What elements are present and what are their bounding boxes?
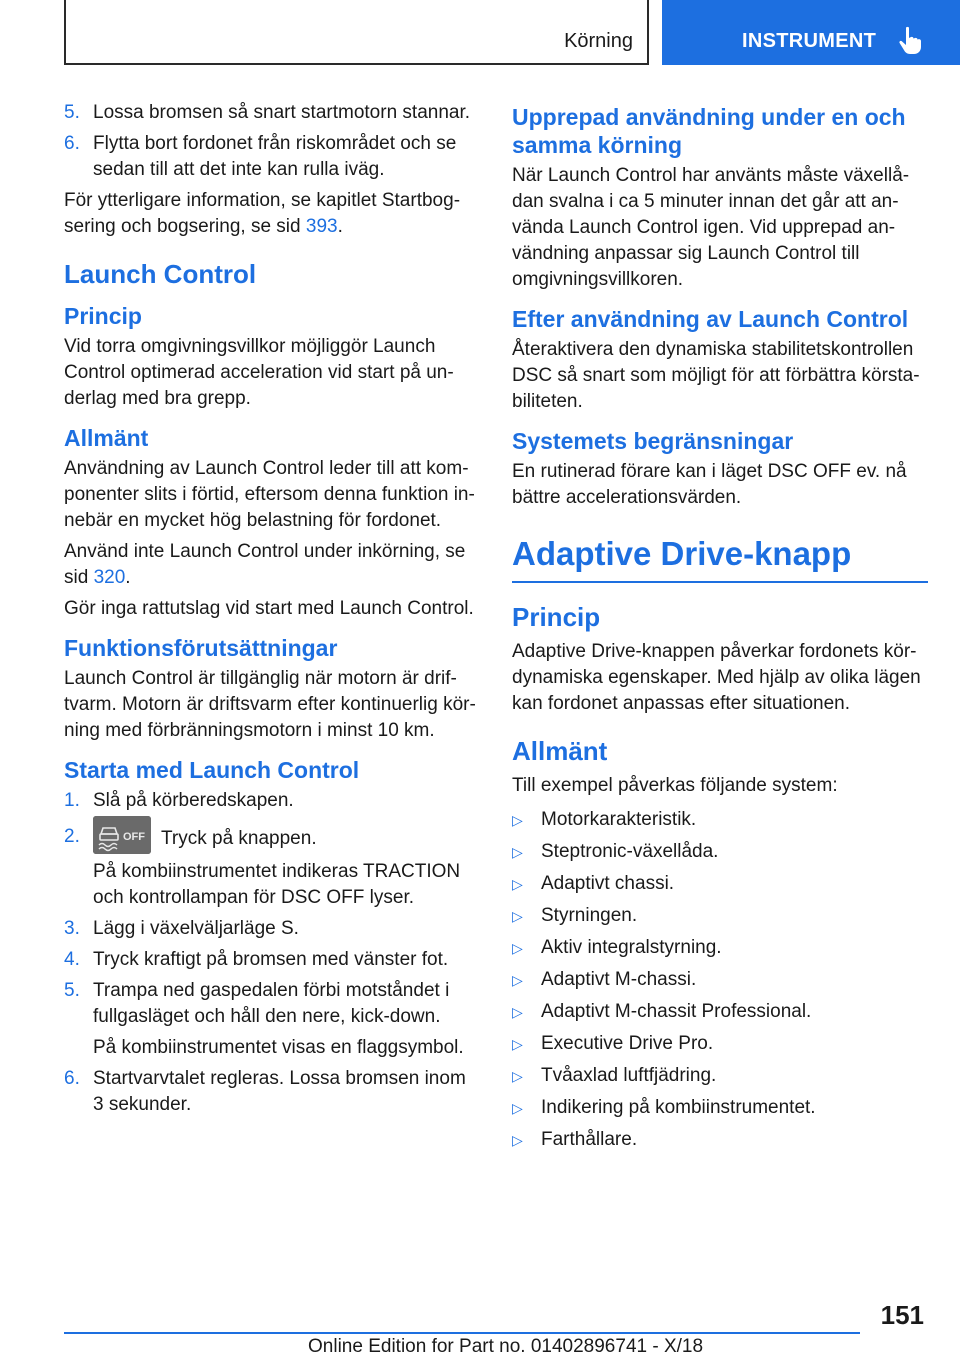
triangle-bullet-icon: ▷ [512, 1036, 523, 1052]
subsection-title-allmant: Allmänt [64, 425, 149, 451]
bullet-text: Steptronic-växellåda. [541, 841, 719, 862]
section-title-adaptive-drive: Adaptive Drive-knapp [512, 533, 928, 583]
list-item [512, 903, 928, 929]
step-text: Tryck kraftigt på bromsen med vänster fot. [93, 949, 449, 970]
list-item [64, 978, 478, 1030]
subsection-title-princip: Princip [64, 303, 142, 329]
section-title-launch-control: Launch Control [64, 259, 257, 289]
list-item [64, 100, 478, 126]
subsection-title-upprepad: Upprepad användning under en och samma körning [512, 104, 906, 158]
bullet-text: Adaptivt M-chassit Professional. [541, 1001, 812, 1022]
princip-text: Vid torra omgivningsvillkor möjliggör Launch Control optimerad acceleration vid start på underlag med bra grepp. [64, 336, 454, 409]
step-text: Tryck på knappen. [161, 828, 317, 850]
list-item [64, 788, 478, 814]
triangle-bullet-icon: ▷ [512, 844, 523, 860]
list-item [64, 1066, 478, 1118]
list-item [512, 807, 928, 833]
step-number: 6. [64, 133, 80, 154]
list-item [512, 1031, 928, 1057]
step-text: Trampa ned gaspedalen förbi motståndet i fullgasläget och håll den nere, kick-down. [93, 980, 450, 1027]
list-item [512, 999, 928, 1025]
inkorning-text: Använd inte Launch Control under inkörning, se sid [64, 541, 466, 588]
step2-sub-text: På kombiinstrumentet indikeras TRACTION och kontrollampan för DSC OFF lyser. [93, 861, 461, 908]
system-bullet-list [512, 807, 928, 1153]
left-column [64, 100, 478, 1123]
header-chapter-tab[interactable] [662, 0, 960, 65]
bullet-text: Adaptivt chassi. [541, 873, 675, 894]
step-number: 2. [64, 826, 80, 847]
header-section-label: Körning [564, 30, 633, 52]
step-number: 6. [64, 1068, 80, 1089]
triangle-bullet-icon: ▷ [512, 940, 523, 956]
button-icon-label: OFF [123, 831, 145, 843]
step-number: 5. [64, 980, 80, 1001]
step-text: Lägg i växelväljarläge S. [93, 918, 299, 939]
more-info-paragraph [64, 188, 478, 240]
triangle-bullet-icon: ▷ [512, 972, 523, 988]
header-chapter-label: INSTRUMENT [742, 30, 877, 52]
list-item [512, 935, 928, 961]
upprepad-text: När Launch Control har använts måste växellådan svalna i ca 5 minuter innan det går att använda Launch Control igen. Vid upprepad användning anpassar sig Launch Control till omgivningsvillkoren. [512, 165, 910, 290]
footer-divider [64, 1332, 860, 1334]
step-number: 4. [64, 949, 80, 970]
bullet-text: Indikering på kombiinstrumentet. [541, 1097, 816, 1118]
triangle-bullet-icon: ▷ [512, 908, 523, 924]
step5-sub-text: På kombiinstrumentet visas en flaggsymbol. [93, 1037, 464, 1058]
bullet-text: Executive Drive Pro. [541, 1033, 714, 1054]
princip-right-text: Adaptive Drive-knappen påverkar fordonets kördynamiska egenskaper. Med hjälp av olika lägen kan fordonet anpassas efter situationen. [512, 641, 921, 714]
pointing-hand-icon [897, 26, 923, 56]
more-info-text: För ytterligare information, se kapitlet Startbogsering och bogsering, se sid [64, 190, 461, 237]
step-text: Lossa bromsen så snart startmotorn stannar. [93, 102, 471, 123]
triangle-bullet-icon: ▷ [512, 812, 523, 828]
list-item [512, 1095, 928, 1121]
allmant-right-text: Till exempel påverkas följande system: [512, 775, 838, 796]
dsc-off-button-icon [93, 816, 151, 854]
page-number: 151 [880, 1300, 924, 1330]
bullet-text: Motorkarakteristik. [541, 809, 697, 830]
list-item [64, 131, 478, 183]
bullet-text: Farthållare. [541, 1129, 638, 1150]
triangle-bullet-icon: ▷ [512, 1132, 523, 1148]
bullet-text: Aktiv integralstyrning. [541, 937, 722, 958]
step-text: Slå på körberedskapen. [93, 790, 294, 811]
header-section-box [64, 0, 649, 65]
step-text: Flytta bort fordonet från riskområdet och se sedan till att det inte kan rulla iväg. [93, 133, 457, 180]
list-item [64, 916, 478, 942]
subsection-title-begransningar: Systemets begränsningar [512, 428, 794, 454]
bullet-text: Tvåaxlad luftfjädring. [541, 1065, 717, 1086]
step-number: 1. [64, 790, 80, 811]
bullet-text: Styrningen. [541, 905, 638, 926]
triangle-bullet-icon: ▷ [512, 1068, 523, 1084]
step-number: 3. [64, 918, 80, 939]
inkorning-end: . [125, 567, 131, 588]
triangle-bullet-icon: ▷ [512, 876, 523, 892]
allmant-text: Användning av Launch Control leder till att komponenter slits i förtid, eftersom denna funktion innebär en mycket hög belastning för fordonet. [64, 458, 475, 531]
begransningar-text: En rutinerad förare kan i läget DSC OFF ev. nå bättre accelerationsvärden. [512, 461, 907, 508]
more-info-end: . [337, 216, 343, 237]
list-item [512, 1127, 928, 1153]
subsection-title-efter: Efter användning av Launch Control [512, 306, 909, 332]
rattutslag-text: Gör inga rattutslag vid start med Launch Control. [64, 598, 474, 619]
list-item [64, 824, 478, 854]
list-item [512, 871, 928, 897]
list-item [512, 839, 928, 865]
step-text: Startvarvtalet regleras. Lossa bromsen inom 3 sekunder. [93, 1068, 466, 1115]
efter-text: Återaktivera den dynamiska stabilitetskontrollen DSC så snart som möjligt för att förbättra körstabiliteten. [512, 339, 920, 412]
subsection-title-forutsattningar: Funktionsförutsättningar [64, 635, 338, 661]
subsection-title-starta: Starta med Launch Control [64, 757, 360, 783]
list-item [512, 967, 928, 993]
triangle-bullet-icon: ▷ [512, 1100, 523, 1116]
footer-edition-text: Online Edition for Part no. 01402896741 - X/18 [308, 1336, 704, 1357]
inkorning-paragraph [64, 539, 478, 591]
page-link-320[interactable]: 320 [93, 567, 126, 588]
subsection-title-allmant-right: Allmänt [512, 736, 608, 766]
right-column [512, 100, 928, 1159]
page-link-393[interactable]: 393 [305, 216, 338, 237]
step-number: 5. [64, 102, 80, 123]
list-item [64, 947, 478, 973]
forutsattningar-text: Launch Control är tillgänglig när motorn är driftvarm. Motorn är driftsvarm efter kontinuerlig körning med förbränningsmotorn i minst 10 km. [64, 668, 476, 741]
bullet-text: Adaptivt M-chassi. [541, 969, 697, 990]
list-item [512, 1063, 928, 1089]
subsection-title-princip-right: Princip [512, 602, 601, 632]
triangle-bullet-icon: ▷ [512, 1004, 523, 1020]
